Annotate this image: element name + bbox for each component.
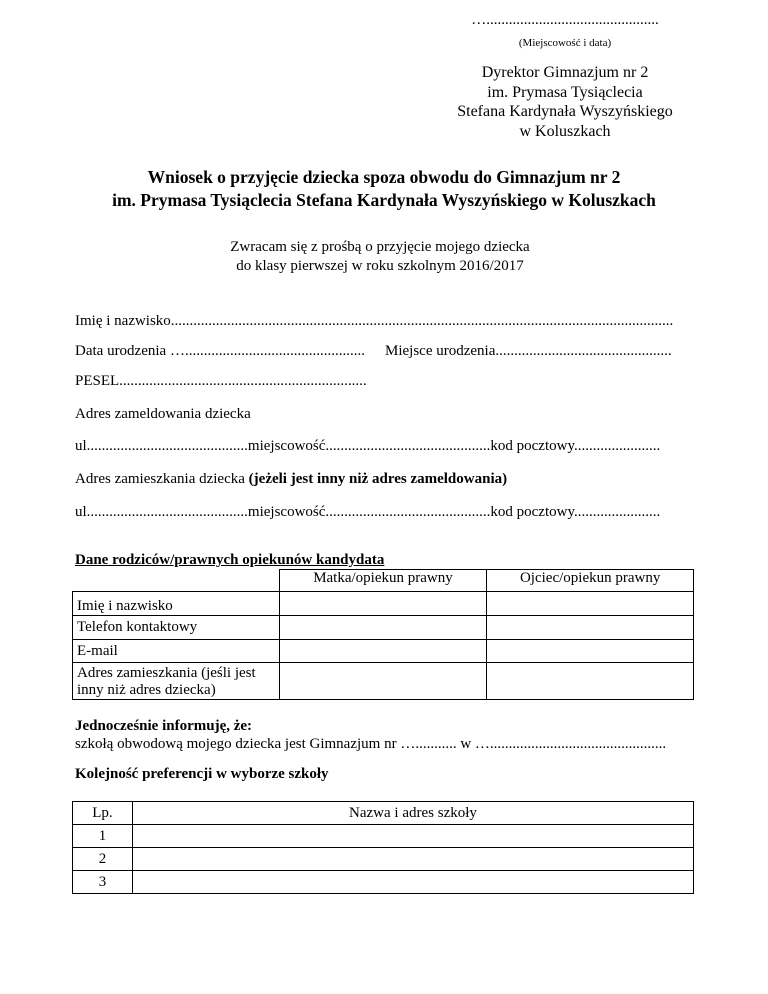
col-lp-header: Lp. bbox=[73, 802, 133, 825]
school-cell[interactable] bbox=[132, 825, 693, 848]
table-row bbox=[73, 616, 694, 640]
row-number: 1 bbox=[73, 825, 133, 848]
registered-address-field[interactable]: ul...........................................miejscowość............................................kod pocztowy....................... bbox=[75, 438, 661, 454]
residence-address-field[interactable]: ul...........................................miejscowość............................................kod pocztowy....................... bbox=[75, 504, 661, 520]
title-line-2: im. Prymasa Tysiąclecia Stefana Kardynała Wyszyńskiego w Koluszkach bbox=[112, 190, 656, 210]
table-cell bbox=[73, 570, 280, 592]
title-line-1: Wniosek o przyjęcie dziecka spoza obwodu do Gimnazjum nr 2 bbox=[147, 167, 621, 187]
parents-table bbox=[72, 569, 694, 700]
mother-name-cell[interactable] bbox=[279, 592, 487, 616]
request-line-1: Zwracam się z prośbą o przyjęcie mojego dziecka bbox=[230, 239, 530, 255]
residence-address-label bbox=[75, 471, 507, 488]
addressee-line: w Koluszkach bbox=[519, 122, 611, 140]
document-title bbox=[40, 166, 728, 212]
table-row bbox=[73, 592, 694, 616]
place-date-caption: (Miejscowość i data) bbox=[518, 37, 612, 49]
table-row bbox=[73, 802, 694, 825]
place-date-blank[interactable]: ….............................................. bbox=[471, 12, 659, 28]
col-father-header: Ojciec/opiekun prawny bbox=[487, 570, 694, 592]
col-school-header: Nazwa i adres szkoły bbox=[132, 802, 693, 825]
table-row bbox=[73, 663, 694, 700]
district-school-field[interactable]: szkołą obwodową mojego dziecka jest Gimnazjum nr …........... w …............................................... bbox=[75, 736, 667, 752]
birth-place-field[interactable]: Miejsce urodzenia............................................... bbox=[385, 343, 672, 359]
row-number: 2 bbox=[73, 848, 133, 871]
row-label: Telefon kontaktowy bbox=[73, 616, 280, 640]
row-label: Adres zamieszkania (jeśli jest inny niż adres dziecka) bbox=[73, 663, 280, 700]
col-mother-header: Matka/opiekun prawny bbox=[279, 570, 487, 592]
table-row bbox=[73, 640, 694, 663]
parents-heading: Dane rodziców/prawnych opiekunów kandydata bbox=[75, 552, 385, 568]
addressee-block bbox=[430, 63, 700, 141]
addressee-line: Stefana Kardynała Wyszyńskiego bbox=[457, 103, 673, 120]
father-address-cell[interactable] bbox=[487, 663, 694, 700]
mother-phone-cell[interactable] bbox=[279, 616, 487, 640]
addressee-line: Dyrektor Gimnazjum nr 2 bbox=[481, 64, 649, 81]
request-text bbox=[150, 238, 610, 276]
addressee-line: im. Prymasa Tysiąclecia bbox=[487, 83, 643, 101]
request-line-2: do klasy pierwszej w roku szkolnym 2016/2017 bbox=[236, 258, 524, 274]
table-row bbox=[73, 871, 694, 894]
residence-label-text: Adres zamieszkania dziecka bbox=[75, 471, 249, 487]
mother-address-cell[interactable] bbox=[279, 663, 487, 700]
row-label: Imię i nazwisko bbox=[73, 592, 280, 616]
father-name-cell[interactable] bbox=[487, 592, 694, 616]
birth-date-field[interactable]: Data urodzenia …................................................ bbox=[75, 343, 365, 359]
registered-address-label: Adres zameldowania dziecka bbox=[75, 406, 251, 422]
school-cell[interactable] bbox=[132, 848, 693, 871]
father-phone-cell[interactable] bbox=[487, 616, 694, 640]
preferences-table bbox=[72, 801, 694, 894]
preferences-heading: Kolejność preferencji w wyborze szkoły bbox=[75, 766, 329, 782]
child-name-field[interactable]: Imię i nazwisko...................................................................................................................................... bbox=[75, 313, 674, 329]
row-label: E-mail bbox=[73, 640, 280, 663]
table-row bbox=[73, 848, 694, 871]
mother-email-cell[interactable] bbox=[279, 640, 487, 663]
father-email-cell[interactable] bbox=[487, 640, 694, 663]
residence-note: (jeżeli jest inny niż adres zameldowania) bbox=[248, 471, 508, 487]
table-row bbox=[73, 825, 694, 848]
table-row bbox=[73, 570, 694, 592]
school-cell[interactable] bbox=[132, 871, 693, 894]
row-number: 3 bbox=[73, 871, 133, 894]
inform-heading: Jednocześnie informuję, że: bbox=[75, 718, 253, 734]
pesel-field[interactable]: PESEL.................................................................. bbox=[75, 373, 367, 389]
